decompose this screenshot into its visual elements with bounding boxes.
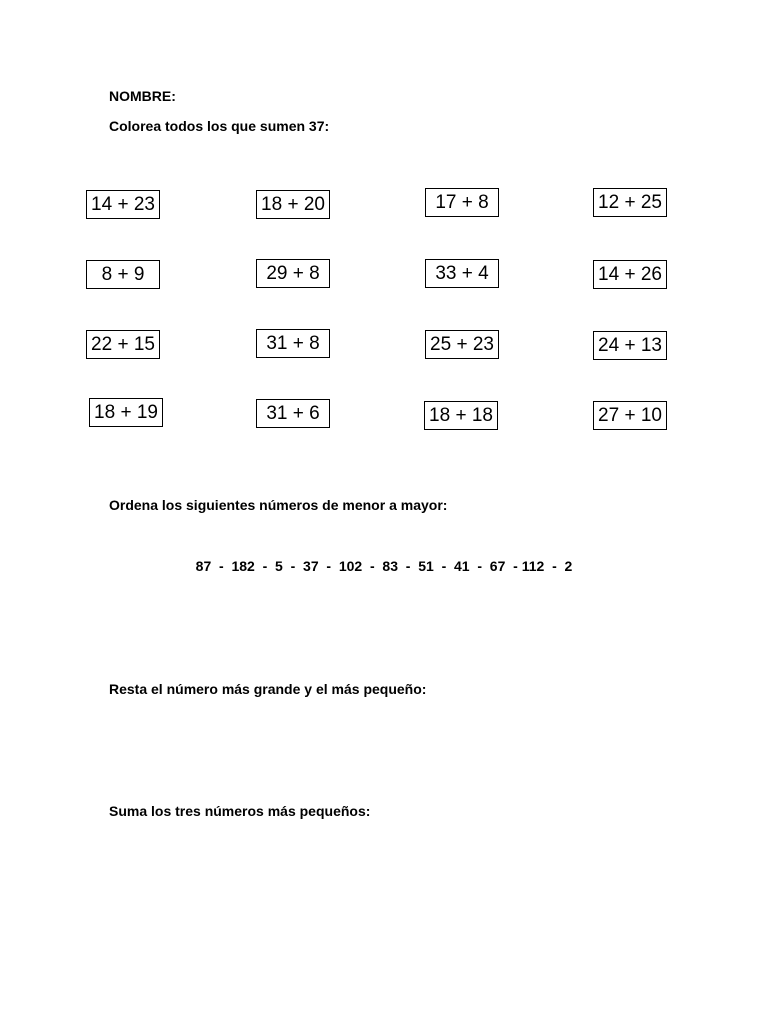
sum-box[interactable]: 33 + 4 — [425, 259, 499, 288]
name-label: NOMBRE: — [109, 88, 176, 104]
sum-box[interactable]: 14 + 23 — [86, 190, 160, 219]
sum-box[interactable]: 27 + 10 — [593, 401, 667, 430]
task-color-sums: Colorea todos los que sumen 37: — [109, 118, 330, 134]
sum-box[interactable]: 24 + 13 — [593, 331, 667, 360]
sum-box[interactable]: 31 + 8 — [256, 329, 330, 358]
sum-box[interactable]: 25 + 23 — [425, 330, 499, 359]
sum-box[interactable]: 18 + 18 — [424, 401, 498, 430]
sum-box[interactable]: 12 + 25 — [593, 188, 667, 217]
task-order-numbers: Ordena los siguientes números de menor a mayor: — [109, 497, 448, 513]
sum-box[interactable]: 22 + 15 — [86, 330, 160, 359]
sum-box[interactable]: 8 + 9 — [86, 260, 160, 289]
sum-box[interactable]: 14 + 26 — [593, 260, 667, 289]
task-subtract: Resta el número más grande y el más pequeño: — [109, 681, 427, 697]
sum-box[interactable]: 29 + 8 — [256, 259, 330, 288]
sum-box[interactable]: 18 + 19 — [89, 398, 163, 427]
task-add-smallest: Suma los tres números más pequeños: — [109, 803, 371, 819]
sum-box[interactable]: 18 + 20 — [256, 190, 330, 219]
sum-box[interactable]: 31 + 6 — [256, 399, 330, 428]
number-sequence: 87 - 182 - 5 - 37 - 102 - 83 - 51 - 41 - 67 - 112 - 2 — [195, 558, 573, 574]
sum-box[interactable]: 17 + 8 — [425, 188, 499, 217]
